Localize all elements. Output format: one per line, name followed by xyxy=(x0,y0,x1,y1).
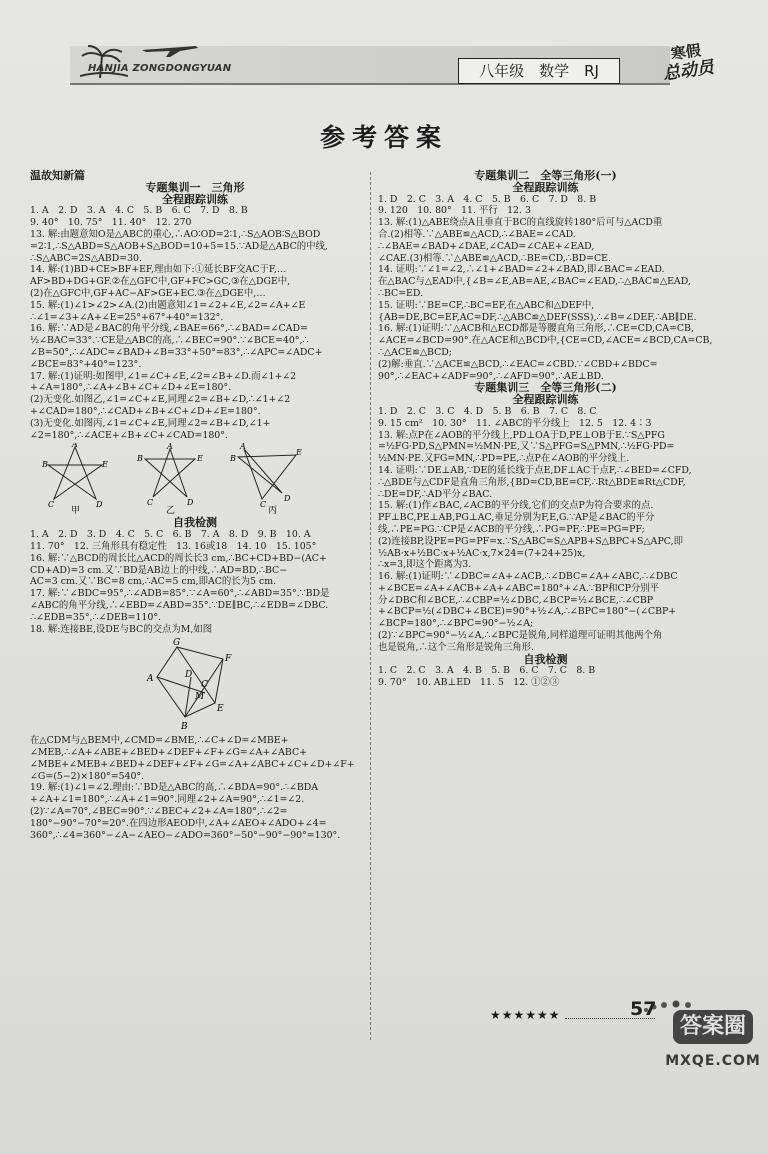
answer-line: 13. 解:由题意知O是△ABC的重心,∴AO∶OD=2∶1,∴S△AOB∶S△BOD xyxy=(30,228,321,240)
answer-line: 分∠DBC和∠BCE,∴∠CBP=½∠DBC,∠BCP=½∠BCE,∴∠CBP xyxy=(378,594,654,606)
answer-line: 1. A 2. D 3. A 4. C 5. B 6. C 7. D 8. B xyxy=(30,205,248,217)
star-figure-yi xyxy=(135,443,205,515)
answer-line: ∴∠EDB=35°,∴∠DEB=110°. xyxy=(30,611,162,623)
answer-line: 1. A 2. D 3. D 4. C 5. C 6. B 7. A 8. D 9. B 10. A xyxy=(30,529,311,541)
watermark-logo: 答案圈 xyxy=(673,1010,753,1044)
svg-text:E: E xyxy=(296,448,302,458)
answer-line: ∠BCP=180°,∴∠BPC=90°−½∠A; xyxy=(378,618,534,630)
answer-line: 1. D 2. C 3. C 4. D 5. B 6. B 7. C 8. C xyxy=(378,405,597,417)
figure-label-bing: 丙 xyxy=(268,506,278,516)
answer-line: 18. 解:连接BE,设DE与BC的交点为M,如图 xyxy=(30,623,213,635)
answer-line: PF⊥BC,PE⊥AB,PG⊥AC,垂足分别为F,E,G.∵AP是∠BAC的平分 xyxy=(378,512,655,524)
answers-block-1 xyxy=(30,205,360,441)
answer-line: 360°,∴∠4=360°−∠A−∠AEO−∠ADO=360°−50°−90°−90°=130°. xyxy=(30,829,341,841)
figure-label-jia: 甲 xyxy=(71,506,81,516)
answer-line: 1. C 2. C 3. A 4. B 5. B 6. C 7. C 8. B xyxy=(378,665,596,677)
answer-line: ∠ACE=∠BCD=90°.在△ACE和△BCD中,{CE=CD,∠ACE=∠BCD,CA=CB, xyxy=(378,335,713,347)
answer-line: =2∶1,∴S△ABD=S△AOB+S△BOD=10+5=15.∵AD是△ABC的中线, xyxy=(30,240,328,252)
answer-line: 14. 解:(1)BD+CE>BF+EF,理由如下:①延长BF交AC于F,… xyxy=(30,264,287,276)
answer-line: {AB=DE,BC=EF,AC=DF,∴△ABC≌△DEF(SSS),∴∠B=∠DEF,∴AB∥DE. xyxy=(378,311,697,323)
svg-text:B: B xyxy=(42,460,48,470)
answer-line: 14. 证明:∵∠1=∠2,∴∠1+∠BAD=∠2+∠BAD,即∠BAC=∠EAD. xyxy=(378,264,665,276)
answer-line: 线,∴PE=PG.∵CP是∠ACB的平分线,∴PG=PF,∴PE=PG=PF; xyxy=(378,523,645,535)
svg-text:B: B xyxy=(181,722,188,733)
subheading-training-1: 全程跟踪训练 xyxy=(162,192,228,206)
svg-text:A: A xyxy=(147,674,154,685)
section-heading: 温故知新篇 xyxy=(30,169,85,182)
grade-subject-box: 八年级 数学 RJ xyxy=(458,58,620,84)
svg-text:A: A xyxy=(167,443,173,452)
svg-text:A: A xyxy=(72,443,78,450)
svg-text:D: D xyxy=(187,498,194,508)
svg-text:D: D xyxy=(185,670,193,681)
answers-block-3 xyxy=(30,735,360,841)
star-figure-bing xyxy=(230,443,310,515)
answer-line: ∴∠BAE=∠BAD+∠DAE,∠CAD=∠CAE+∠EAD, xyxy=(378,240,595,252)
watermark-url: MXQE.COM xyxy=(665,1053,761,1069)
answer-line: ∴x=3,即这个距离为3. xyxy=(378,559,472,571)
answer-line: ∴△ACE≌△BCD; xyxy=(378,346,452,358)
answer-line: +∠CAD=180°,∴∠CAD+∠B+∠C+∠D+∠E=180°. xyxy=(30,405,261,417)
answer-line: (2)解:垂直.∵△ACE≌△BCD,∴∠EAC=∠CBD.∵∠CBD+∠BDC= xyxy=(378,358,658,370)
svg-text:F: F xyxy=(225,654,232,665)
answer-line: 16. 解:∵AD是∠BAC的角平分线,∠BAE=66°,∴∠BAD=∠CAD= xyxy=(30,323,308,335)
answer-line: (3)无变化.如图丙,∠1=∠C+∠E,同理∠2=∠B+∠D,∠1+ xyxy=(30,417,271,429)
answer-line: ∴∠1=∠3+∠A+∠E=25°+67°+40°=132°. xyxy=(30,311,224,323)
answer-line: 15. 解:(1)作∠BAC,∠ACB的平分线,它们的交点P为符合要求的点. xyxy=(378,500,654,512)
answer-line: +∠A+∠1=180°,∴∠A+∠1=90°.同理∠2+∠A=90°,∴∠1=∠2. xyxy=(30,794,305,806)
answer-line: ∴S△ABC=2S△ABD=30. xyxy=(30,252,142,264)
answer-line: 15. 解:(1)∠1>∠2>∠A.(2)由题意知∠1=∠2+∠E,∠2=∠A+∠E xyxy=(30,299,306,311)
answer-line: 在△CDM与△BEM中,∠CMD=∠BME,∴∠C+∠D=∠MBE+ xyxy=(30,735,289,747)
svg-text:D: D xyxy=(96,500,103,510)
answer-line: CD+AD)=3 cm.又∵BD是AB边上的中线,∴AD=BD,∴BC− xyxy=(30,564,288,576)
answer-line: (2)∵∠BPC=90°−½∠A,∴∠BPC是锐角,同样道理可证明其他两个角 xyxy=(378,630,663,642)
answer-line: 9. 120 10. 80° 11. 平行 12. 3 xyxy=(378,205,531,217)
answer-line: (2)无变化.如图乙,∠1=∠C+∠E,同理∠2=∠B+∠D,∴∠1+∠2 xyxy=(30,394,291,406)
watermark xyxy=(658,1010,768,1070)
answer-line: 9. 70° 10. AB⊥ED 11. 5 12. ①②③ xyxy=(378,677,560,689)
answer-line: ∴BC=ED. xyxy=(378,287,424,299)
answer-line: (2)在△GFC中,GF+AC−AF>GE+EC.③在△DGE中,… xyxy=(30,287,266,299)
svg-text:B: B xyxy=(230,454,236,464)
answer-line: ½∠BAC=33°.∵CE是△ABC的高,∴∠BEC=90°.∵∠BCE=40°,∴ xyxy=(30,335,309,347)
answer-line: ∴△BDE与△CDF是直角三角形,{BD=CD,BE=CF,∴Rt△BDE≌Rt△CDF, xyxy=(378,476,686,488)
answer-line: 13. 解:(1)△ABE绕点A且垂直于BC的直线旋转180°后可与△ACD重 xyxy=(378,217,663,229)
topic-title-1: 专题集训一 三角形 xyxy=(145,180,245,194)
answer-line: 19. 解:(1)∠1=∠2.理由:∵BD是△ABC的高,∴∠BDA=90°.∴∠BDA xyxy=(30,782,319,794)
logo xyxy=(657,40,719,95)
svg-text:E: E xyxy=(217,704,224,715)
answer-line: ∠ABC的角平分线,∴∠EBD=∠ABD=35°.∵DE∥BC,∴∠EDB=∠DBC. xyxy=(30,599,329,611)
subheading-training-3: 全程跟踪训练 xyxy=(512,393,579,407)
answer-line: +∠BCP=½(∠DBC+∠BCE)=90°+½∠A,∴∠BPC=180°−(∠CBP+ xyxy=(378,606,677,618)
answers-block-5 xyxy=(378,406,713,654)
left-column xyxy=(30,170,360,841)
answer-line: 11. 70° 12. 三角形具有稳定性 13. 16或18 14. 10 15. 105° xyxy=(30,540,317,552)
page-number: 57 xyxy=(630,998,657,1020)
answer-line: ∠MEB,∴∠A+∠ABE+∠BED+∠DEF+∠F+∠G=∠A+∠ABC+ xyxy=(30,747,307,759)
answer-line: 17. 解:∵∠BDC=95°,∴∠ADB=85°.∵∠A=60°,∴∠ABD=35°.∵BD是 xyxy=(30,588,330,600)
answer-line: AC=3 cm.又∵BC=8 cm,∴AC=5 cm,即AC的长为5 cm. xyxy=(30,576,277,588)
answer-line: ∠B=50°,∴∠ADC=∠BAD+∠B=33°+50°=83°,∴∠APC=∠ADC+ xyxy=(30,346,323,358)
answers-block-6 xyxy=(378,665,713,689)
answer-line: 9. 40° 10. 75° 11. 40° 12. 270 xyxy=(30,217,192,229)
brand-text: HANJIA ZONGDONGYUAN xyxy=(88,63,232,74)
answer-line: 14. 证明:∵DE⊥AB,∵DE的延长线于点E,DF⊥AC于点F,∴∠BED=∠CFD, xyxy=(378,464,692,476)
topic-title-3: 专题集训三 全等三角形(二) xyxy=(474,381,617,395)
topic-title-2: 专题集训二 全等三角形(一) xyxy=(474,169,617,182)
subheading-training-2: 全程跟踪训练 xyxy=(512,180,579,194)
answer-line: =½FG·PD,S△PMN=½MN·PE,又∵S△PFG=S△PMN,∴½FG·PD= xyxy=(378,441,675,453)
answer-line: ∠2=180°,∴∠ACE+∠B+∠C+∠CAD=180°. xyxy=(30,429,228,441)
answer-line: ∠CAE.(3)相等.∵△ABE≌△ACD,∴BE=CD,∴BD=CE. xyxy=(378,252,612,264)
answer-line: 9. 15 cm² 10. 30° 11. ∠ABC的平分线上 12. 5 12. 4∶3 xyxy=(378,417,652,429)
svg-text:G: G xyxy=(173,638,181,649)
logo-bottom: 总动员 xyxy=(661,57,716,85)
difficulty-stars: ★★★★★★ xyxy=(490,1008,561,1022)
svg-text:C: C xyxy=(147,498,154,508)
answer-line: (2)∵∠A=70°,∠BEC=90°.∵∠BEC+∠2+∠A=180°,∴∠2= xyxy=(30,806,288,818)
answer-line: 90°,∴∠EAC+∠ADF=90°,∴∠AFD=90°,∴AE⊥BD. xyxy=(378,370,604,382)
svg-text:E: E xyxy=(197,454,203,464)
svg-text:E: E xyxy=(102,460,108,470)
answer-line: 也是锐角,∴这个三角形是锐角三角形. xyxy=(378,641,534,653)
right-column xyxy=(378,170,713,689)
figure-label-yi: 乙 xyxy=(166,506,176,516)
answer-line: 1. D 2. C 3. A 4. C 5. B 6. C 7. D 8. B xyxy=(378,193,597,205)
answer-line: 15. 证明:∵BE=CF,∴BC=EF,在△ABC和△DEF中, xyxy=(378,299,595,311)
answer-line: 180°−90°−70°=20°.在四边形AEOD中,∠A+∠AEO+∠ADO+∠4= xyxy=(30,817,327,829)
answer-line: +∠A=180°,∴∠A+∠B+∠C+∠D+∠E=180°. xyxy=(30,382,232,394)
logo-top: 寒假 xyxy=(669,41,702,64)
svg-text:B: B xyxy=(137,454,143,464)
svg-text:M: M xyxy=(195,692,205,703)
answer-line: 16. 解:(1)证明:∵△ACB和△ECD都是等腰直角三角形,∴CE=CD,CA=CB, xyxy=(378,323,694,335)
answer-line: 16. 解:(1)证明:∵∠DBC=∠A+∠ACB,∴∠DBC=∠A+∠ABC,∴∠DBC xyxy=(378,571,678,583)
answer-line: ∠BCE=83°+40°=123°. xyxy=(30,358,142,370)
answer-line: (2)连接BP,设PE=PG=PF=x.∵S△ABC=S△APB+S△BPC+S△APC,即 xyxy=(378,535,683,547)
airplane-icon xyxy=(140,40,200,58)
answer-line: ∠MBE+∠MEB+∠BED+∠DEF+∠F+∠G=∠A+∠ABC+∠C+∠D+∠F+ xyxy=(30,758,355,770)
answer-line: ½MN·PE.又FG=MN,∴PD=PE,∴点P在∠AOB的平分线上. xyxy=(378,453,630,465)
answer-line: 合.(2)相等.∵△ABE≌△ACD,∴∠BAE=∠CAD. xyxy=(378,228,576,240)
svg-text:C: C xyxy=(260,500,267,510)
answer-line: ∠G=(5−2)×180°=540°. xyxy=(30,770,145,782)
answer-line: +∠BCE=∠A+∠ACB+∠A+∠ABC=180°+∠A.∵BP和CP分别平 xyxy=(378,582,660,594)
svg-text:C: C xyxy=(201,680,208,691)
column-divider xyxy=(370,172,371,1040)
star-figure-jia xyxy=(40,443,110,515)
pentagon-figure xyxy=(30,637,360,733)
subheading-self-test-3: 自我检测 xyxy=(523,652,568,666)
answer-line: AF>BD+DG+GF.②在△GFC中,GF+FC>GC,③在△DGE中, xyxy=(30,276,291,288)
answer-line: ½AB·x+½BC·x+½AC·x,7×24=(7+24+25)x, xyxy=(378,547,586,559)
subheading-self-test-1: 自我检测 xyxy=(173,516,217,530)
star-figures xyxy=(30,443,360,515)
geometry-figure-18 xyxy=(145,637,255,733)
svg-text:D: D xyxy=(284,494,291,504)
answer-line: 13. 解:点P在∠AOB的平分线上,PD⊥OA于D,PE⊥OB于E.∵S△PFG xyxy=(378,429,665,441)
svg-text:C: C xyxy=(48,500,55,510)
answers-block-4 xyxy=(378,194,713,383)
svg-text:A: A xyxy=(240,443,246,452)
answer-line: ∴DE=DF,∴AD平分∠BAC. xyxy=(378,488,493,500)
answers-block-2 xyxy=(30,529,360,635)
answer-line: 17. 解:(1)证明:如图甲,∠1=∠C+∠E,∠2=∠B+∠D.而∠1+∠2 xyxy=(30,370,297,382)
answer-line: 16. 解:∵△BCD的周长比△ACD的周长长3 cm,∴BC+CD+BD−(AC+ xyxy=(30,552,327,564)
answer-line: 在△BAC与△EAD中,{∠B=∠E,AB=AE,∠BAC=∠EAD,∴△BAC≌△EAD, xyxy=(378,276,691,288)
page-title: 参考答案 xyxy=(319,123,448,152)
